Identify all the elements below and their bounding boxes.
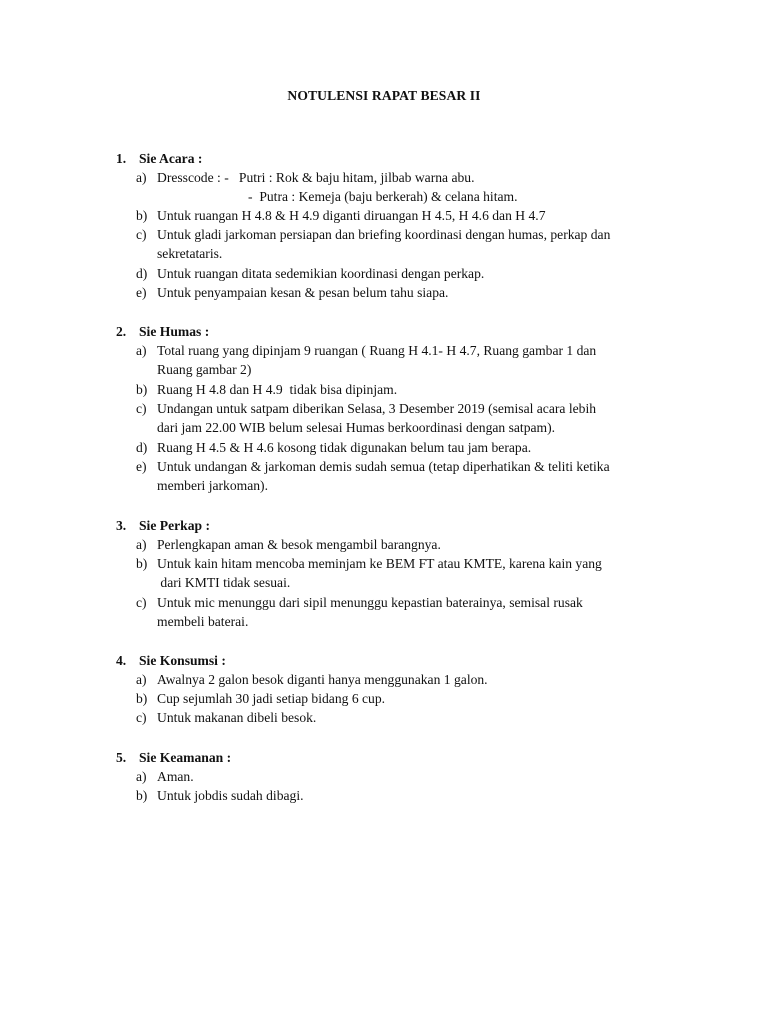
section-title: Sie Keamanan : <box>139 750 232 765</box>
section-heading <box>116 653 226 669</box>
section-number: 4. <box>116 653 127 668</box>
page-title: NOTULENSI RAPAT BESAR II <box>287 88 481 103</box>
section-heading <box>116 324 209 340</box>
item-text: sekretataris. <box>157 246 223 261</box>
item-label: b) <box>136 788 148 803</box>
item-label: d) <box>136 266 148 281</box>
item-label: a) <box>136 343 147 358</box>
section-number: 3. <box>116 518 127 533</box>
item-label: e) <box>136 459 147 474</box>
item-text: Ruang H 4.8 dan H 4.9 tidak bisa dipinjam. <box>157 382 398 397</box>
section-heading <box>116 518 210 534</box>
item-text: memberi jarkoman). <box>157 478 268 493</box>
item-label: c) <box>136 227 147 242</box>
item-text: Undangan untuk satpam diberikan Selasa, 3 Desember 2019 (semisal acara lebih <box>157 401 597 416</box>
item-label: b) <box>136 556 148 571</box>
item-text: Cup sejumlah 30 jadi setiap bidang 6 cup. <box>157 691 386 706</box>
item-text: Untuk gladi jarkoman persiapan dan briefing koordinasi dengan humas, perkap dan <box>157 227 611 242</box>
item-text: Total ruang yang dipinjam 9 ruangan ( Ruang H 4.1- H 4.7, Ruang gambar 1 dan <box>157 343 597 358</box>
item-text: Untuk makanan dibeli besok. <box>157 710 317 725</box>
item-label: e) <box>136 285 147 300</box>
item-text: membeli baterai. <box>157 614 249 629</box>
item-label: d) <box>136 440 148 455</box>
item-text: Awalnya 2 galon besok diganti hanya menggunakan 1 galon. <box>157 672 488 687</box>
item-text: Untuk kain hitam mencoba meminjam ke BEM FT atau KMTE, karena kain yang <box>157 556 602 571</box>
section-heading <box>116 151 202 167</box>
item-label: a) <box>136 769 147 784</box>
item-label: b) <box>136 691 148 706</box>
item-text: Aman. <box>157 769 194 784</box>
item-text: dari KMTI tidak sesuai. <box>157 575 291 590</box>
item-text: dari jam 22.00 WIB belum selesai Humas berkoordinasi dengan satpam). <box>157 420 556 435</box>
item-text: Perlengkapan aman & besok mengambil barangnya. <box>157 537 441 552</box>
item-label: c) <box>136 710 147 725</box>
item-label: b) <box>136 208 148 223</box>
section-title: Sie Konsumsi : <box>139 653 226 668</box>
item-label: a) <box>136 170 147 185</box>
item-label: c) <box>136 595 147 610</box>
item-text: Untuk penyampaian kesan & pesan belum tahu siapa. <box>157 285 449 300</box>
section-title: Sie Acara : <box>139 151 203 166</box>
section-number: 2. <box>116 324 127 339</box>
item-text: Ruang H 4.5 & H 4.6 kosong tidak digunakan belum tau jam berapa. <box>157 440 532 455</box>
item-text: Untuk ruangan H 4.8 & H 4.9 diganti diruangan H 4.5, H 4.6 dan H 4.7 <box>157 208 546 223</box>
item-label: c) <box>136 401 147 416</box>
item-label: b) <box>136 382 148 397</box>
item-text: Untuk jobdis sudah dibagi. <box>157 788 304 803</box>
item-text: - Putra : Kemeja (baju berkerah) & celana hitam. <box>248 189 518 204</box>
section-title: Sie Humas : <box>139 324 210 339</box>
item-text: Untuk mic menunggu dari sipil menunggu kepastian baterainya, semisal rusak <box>157 595 583 610</box>
section-heading <box>116 750 231 766</box>
item-label: a) <box>136 672 147 687</box>
section-number: 5. <box>116 750 127 765</box>
item-text: Dresscode : - Putri : Rok & baju hitam, jilbab warna abu. <box>157 170 475 185</box>
section-number: 1. <box>116 151 127 166</box>
section-title: Sie Perkap : <box>139 518 210 533</box>
item-label: a) <box>136 537 147 552</box>
item-text: Untuk ruangan ditata sedemikian koordinasi dengan perkap. <box>157 266 485 281</box>
item-text: Untuk undangan & jarkoman demis sudah semua (tetap diperhatikan & teliti ketika <box>157 459 610 474</box>
item-text: Ruang gambar 2) <box>157 362 252 377</box>
